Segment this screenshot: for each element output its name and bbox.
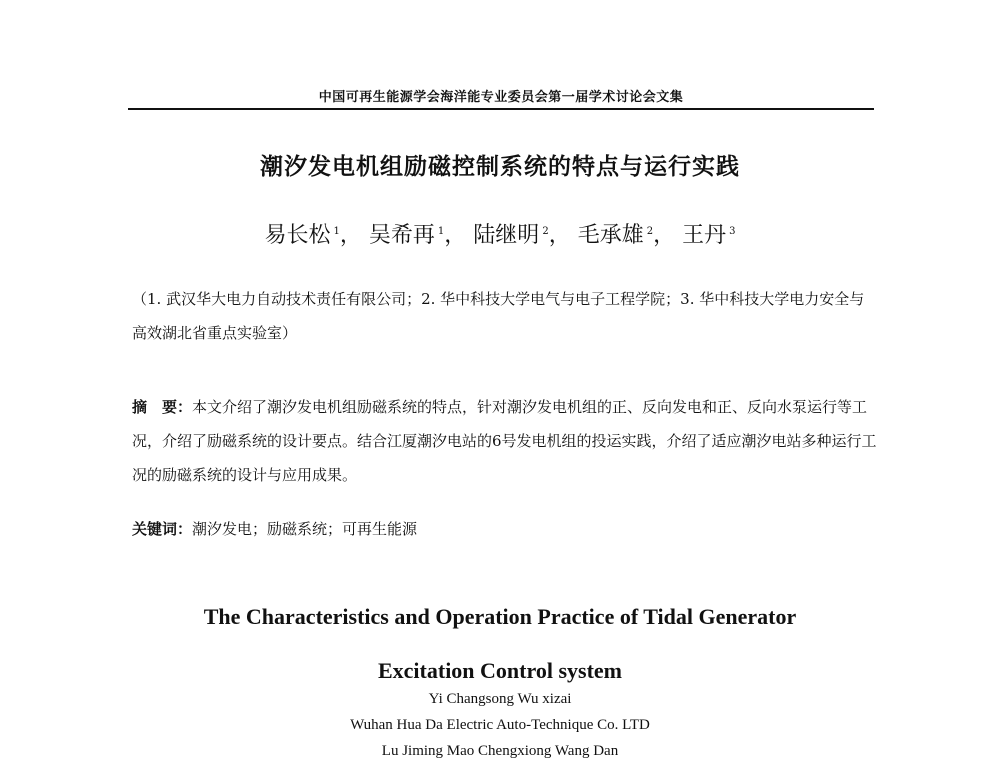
author-name: 陆继明 [473,223,540,248]
paper-title-en-line1: The Characteristics and Operation Practice of Tidal Generator [203,604,797,629]
author-separator: ， [339,223,362,248]
author-affiliation-mark: 2 [542,225,549,237]
author [578,223,675,248]
paper-title-cn: 潮汐发电机组励磁控制系统的特点与运行实践 [260,153,740,180]
author [369,223,466,248]
author [682,223,735,248]
author [264,223,361,248]
author [473,223,570,248]
running-header: 中国可再生能源学会海洋能专业委员会第一届学术讨论会文集 [318,90,684,105]
author-name: 易长松 [264,223,331,248]
paper-title-en [0,590,1000,698]
authors-en-line1: Yi Changsong Wu xizai [428,691,572,707]
author-name: 吴希再 [368,223,435,248]
author-affiliation-mark: 1 [333,225,340,237]
author-separator: ， [653,223,676,248]
author-list-cn [0,218,1000,249]
keywords-text: 潮汐发电；励磁系统；可再生能源 [192,520,418,538]
author-name: 王丹 [682,223,727,248]
author-affiliation-mark: 3 [729,225,736,237]
author-block-en [0,686,1000,764]
keywords [132,512,877,546]
abstract-text: 本文介绍了潮汐发电机组励磁系统的特点，针对潮汐发电机组的正、反向发电和正、反向水泵运行等工况，介绍了励磁系统的设计要点。结合江厦潮汐电站的6号发电机组的投运实践，介绍了适应潮汐电站多种运行工况的励磁系统的设计与应用成果。 [132,398,877,484]
keywords-label: 关键词： [132,520,193,538]
author-separator: ， [444,223,467,248]
author-separator: ， [548,223,571,248]
abstract [132,390,877,492]
affiliation-en-line: Wuhan Hua Da Electric Auto-Technique Co. LTD [350,717,650,733]
author-name: 毛承雄 [577,223,644,248]
header-rule [128,108,874,110]
abstract-label: 摘 要： [132,398,193,416]
author-affiliation-mark: 1 [437,225,445,237]
author-affiliation-mark: 2 [646,225,654,237]
authors-en-line3: Lu Jiming Mao Chengxiong Wang Dan [381,743,619,759]
affiliations: （1. 武汉华大电力自动技术责任有限公司；2. 华中科技大学电气与电子工程学院；3. 华中科技大学电力安全与高效湖北省重点实验室） [132,290,865,342]
paper-title-en-line2: Excitation Control system [377,658,623,683]
